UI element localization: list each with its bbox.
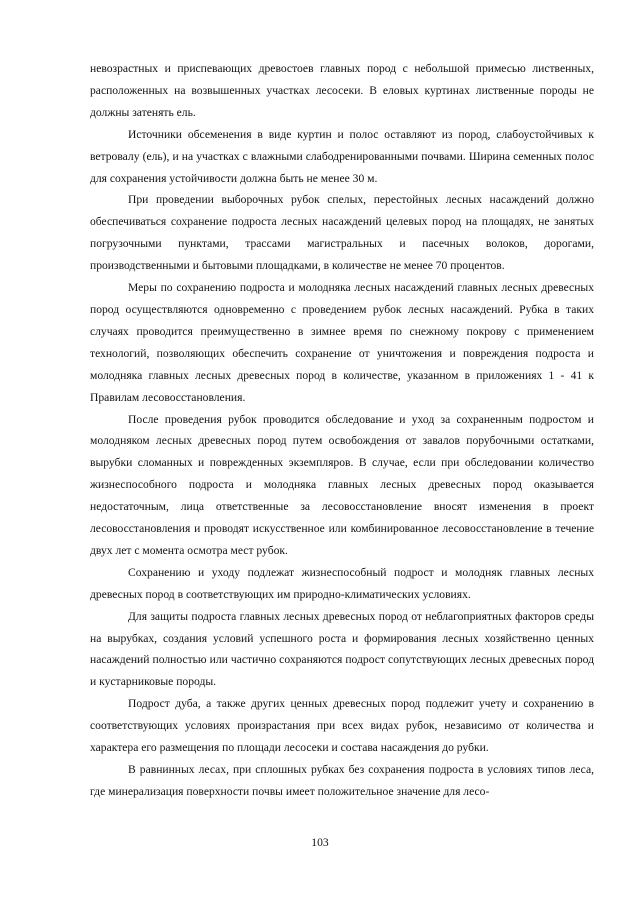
paragraph-seed-sources: Источники обсеменения в виде куртин и полос оставляют из пород, слабоустойчивых к ветровалу (ель), и на участках с влажными слабодренированными почвами. Ширина семенных полос для сохранения устойчивости должна быть не менее 30 м. — [90, 127, 594, 185]
paragraph-plain-forests: В равнинных лесах, при сплошных рубках без сохранения подроста в условиях типов леса, где минерализация поверхности почвы имеет положительное значение для лесо- — [90, 763, 594, 798]
paragraph-continuation: невозрастных и приспевающих древостоев главных пород с небольшой примесью лиственных, расположенных на возвышенных участках лесосеки. В еловых куртинах лиственные породы не должны затенять ель. — [90, 62, 594, 119]
document-body — [90, 58, 594, 803]
paragraph-post-felling-survey: После проведения рубок проводится обследование и уход за сохраненным подростом и молодняком лесных древесных пород путем освобождения от завалов порубочными остатками, вырубки сломанных и поврежденных экземпляров. В случае, если при обследовании количество жизнеспособного подроста и молодняка главных лесных древесных пород оказывается недостаточным, лица ответственные за лесовосстановление вносят изменения в проект лесовосстановления и проводят искусственное или комбинированное лесовосстановление в течение двух лет с момента осмотра мест рубок. — [90, 412, 594, 557]
paragraph-undergrowth-measures: Меры по сохранению подроста и молодняка лесных насаждений главных лесных древесных пород осуществляются одновременно с проведением рубок лесных насаждений. Рубка в таких случаях проводится преимущественно в зимнее время по снежному покрову с применением технологий, позволяющих обеспечить сохранение от уничтожения и повреждения подроста и молодняка главных лесных древесных пород в количестве, указанном в приложениях 1 - 41 к Правилам лесовосстановления. — [90, 281, 594, 404]
paragraph-selective-felling: При проведении выборочных рубок спелых, перестойных лесных насаждений должно обеспечиваться сохранение подроста лесных насаждений целевых пород на площадях, не занятых погрузочными пунктами, трассами магистральных и пасечных волоков, дорогами, производственными и бытовыми площадками, в количестве не менее 70 процентов. — [90, 193, 594, 273]
page-number: 103 — [311, 836, 329, 849]
paragraph-oak-undergrowth: Подрост дуба, а также других ценных древесных пород подлежит учету и сохранению в соответствующих условиях произрастания при всех видах рубок, независимо от количества и характера его размещения по площади лесосеки и состава насаждения до рубки. — [90, 697, 594, 755]
paragraph-protection: Для защиты подроста главных лесных древесных пород от неблагоприятных факторов среды на вырубках, создания условий успешного роста и формирования лесных хозяйственно ценных насаждений полностью или частично сохраняются подрост сопутствующих лесных древесных пород и кустарниковые породы. — [90, 609, 594, 689]
paragraph-viable-undergrowth: Сохранению и уходу подлежат жизнеспособный подрост и молодняк главных лесных древесных пород в соответствующих им природно-климатических условиях. — [90, 565, 594, 601]
